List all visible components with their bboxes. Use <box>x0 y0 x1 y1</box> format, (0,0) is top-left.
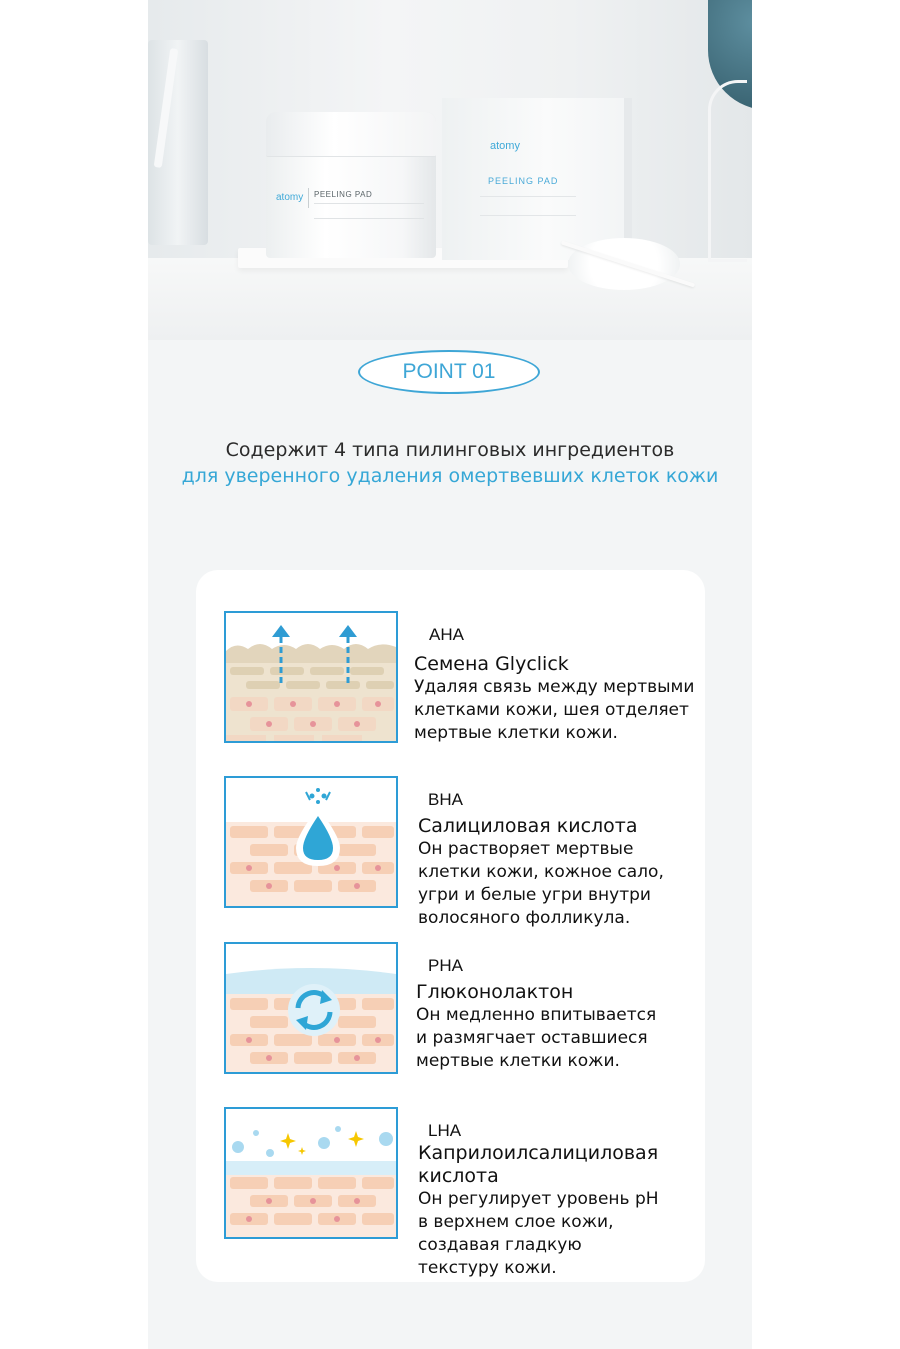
lha-desc-3: создавая гладкую <box>418 1235 582 1255</box>
bha-text <box>418 788 664 930</box>
lha-desc-4: текстуру кожи. <box>418 1258 557 1278</box>
pha-desc-1: Он медленно впитывается <box>416 1005 657 1025</box>
bha-name: Салициловая кислота <box>418 815 638 837</box>
bha-desc-1: Он растворяет мертвые <box>418 839 634 859</box>
hero-product-photo <box>148 0 752 340</box>
bha-illustration <box>224 776 398 908</box>
headline-line-2: для уверенного удаления омертвевших клеток кожи <box>181 465 719 487</box>
box-brand-logo: atomy <box>490 140 520 152</box>
aha-desc-1: Удаляя связь между мертвыми <box>414 677 695 697</box>
point-badge: POINT 01 <box>358 350 540 394</box>
lha-tag: LHA <box>428 1121 462 1140</box>
bha-desc-3: угри и белые угри внутри <box>418 885 651 905</box>
lha-name-line-2: кислота <box>418 1165 499 1187</box>
lha-illustration <box>224 1107 398 1239</box>
aha-text <box>414 623 694 745</box>
pha-illustration <box>224 942 398 1074</box>
jar-brand-logo: atomy <box>276 192 304 203</box>
bha-desc-2: клетки кожи, кожное сало, <box>418 862 664 882</box>
ingredients-card <box>196 570 705 1282</box>
headline-line-1: Содержит 4 типа пилинговых ингредиентов <box>225 439 675 461</box>
lha-desc-1: Он регулирует уровень pH <box>418 1189 659 1209</box>
glass-cup <box>148 40 208 245</box>
lha-name-line-1: Каприлоилсалициловая <box>418 1142 659 1164</box>
box-product-title: PEELING PAD <box>488 176 559 186</box>
jar-product-title: PEELING PAD <box>314 190 373 199</box>
aha-desc-3: мертвые клетки кожи. <box>414 723 618 743</box>
pha-tag: PHA <box>428 956 463 975</box>
aha-name: Семена Glyclick <box>414 653 569 675</box>
lha-text <box>418 1119 659 1280</box>
lha-desc-2: в верхнем слое кожи, <box>418 1212 614 1232</box>
cycle-arrows-icon <box>288 984 340 1036</box>
aha-illustration <box>224 611 398 743</box>
mirror-stand <box>708 80 747 262</box>
product-jar-lid <box>266 112 436 157</box>
product-detail-panel <box>148 0 752 1349</box>
pha-desc-2: и размягчает оставшиеся <box>416 1028 648 1048</box>
aha-tag: AHA <box>429 625 464 644</box>
pha-desc-3: мертвые клетки кожи. <box>416 1051 620 1071</box>
pha-text <box>416 954 656 1073</box>
pha-name: Глюконолактон <box>416 981 574 1003</box>
bha-desc-4: волосяного фолликула. <box>418 908 631 928</box>
bha-tag: BHA <box>428 790 463 809</box>
aha-desc-2: клетками кожи, шея отделяет <box>414 700 689 720</box>
